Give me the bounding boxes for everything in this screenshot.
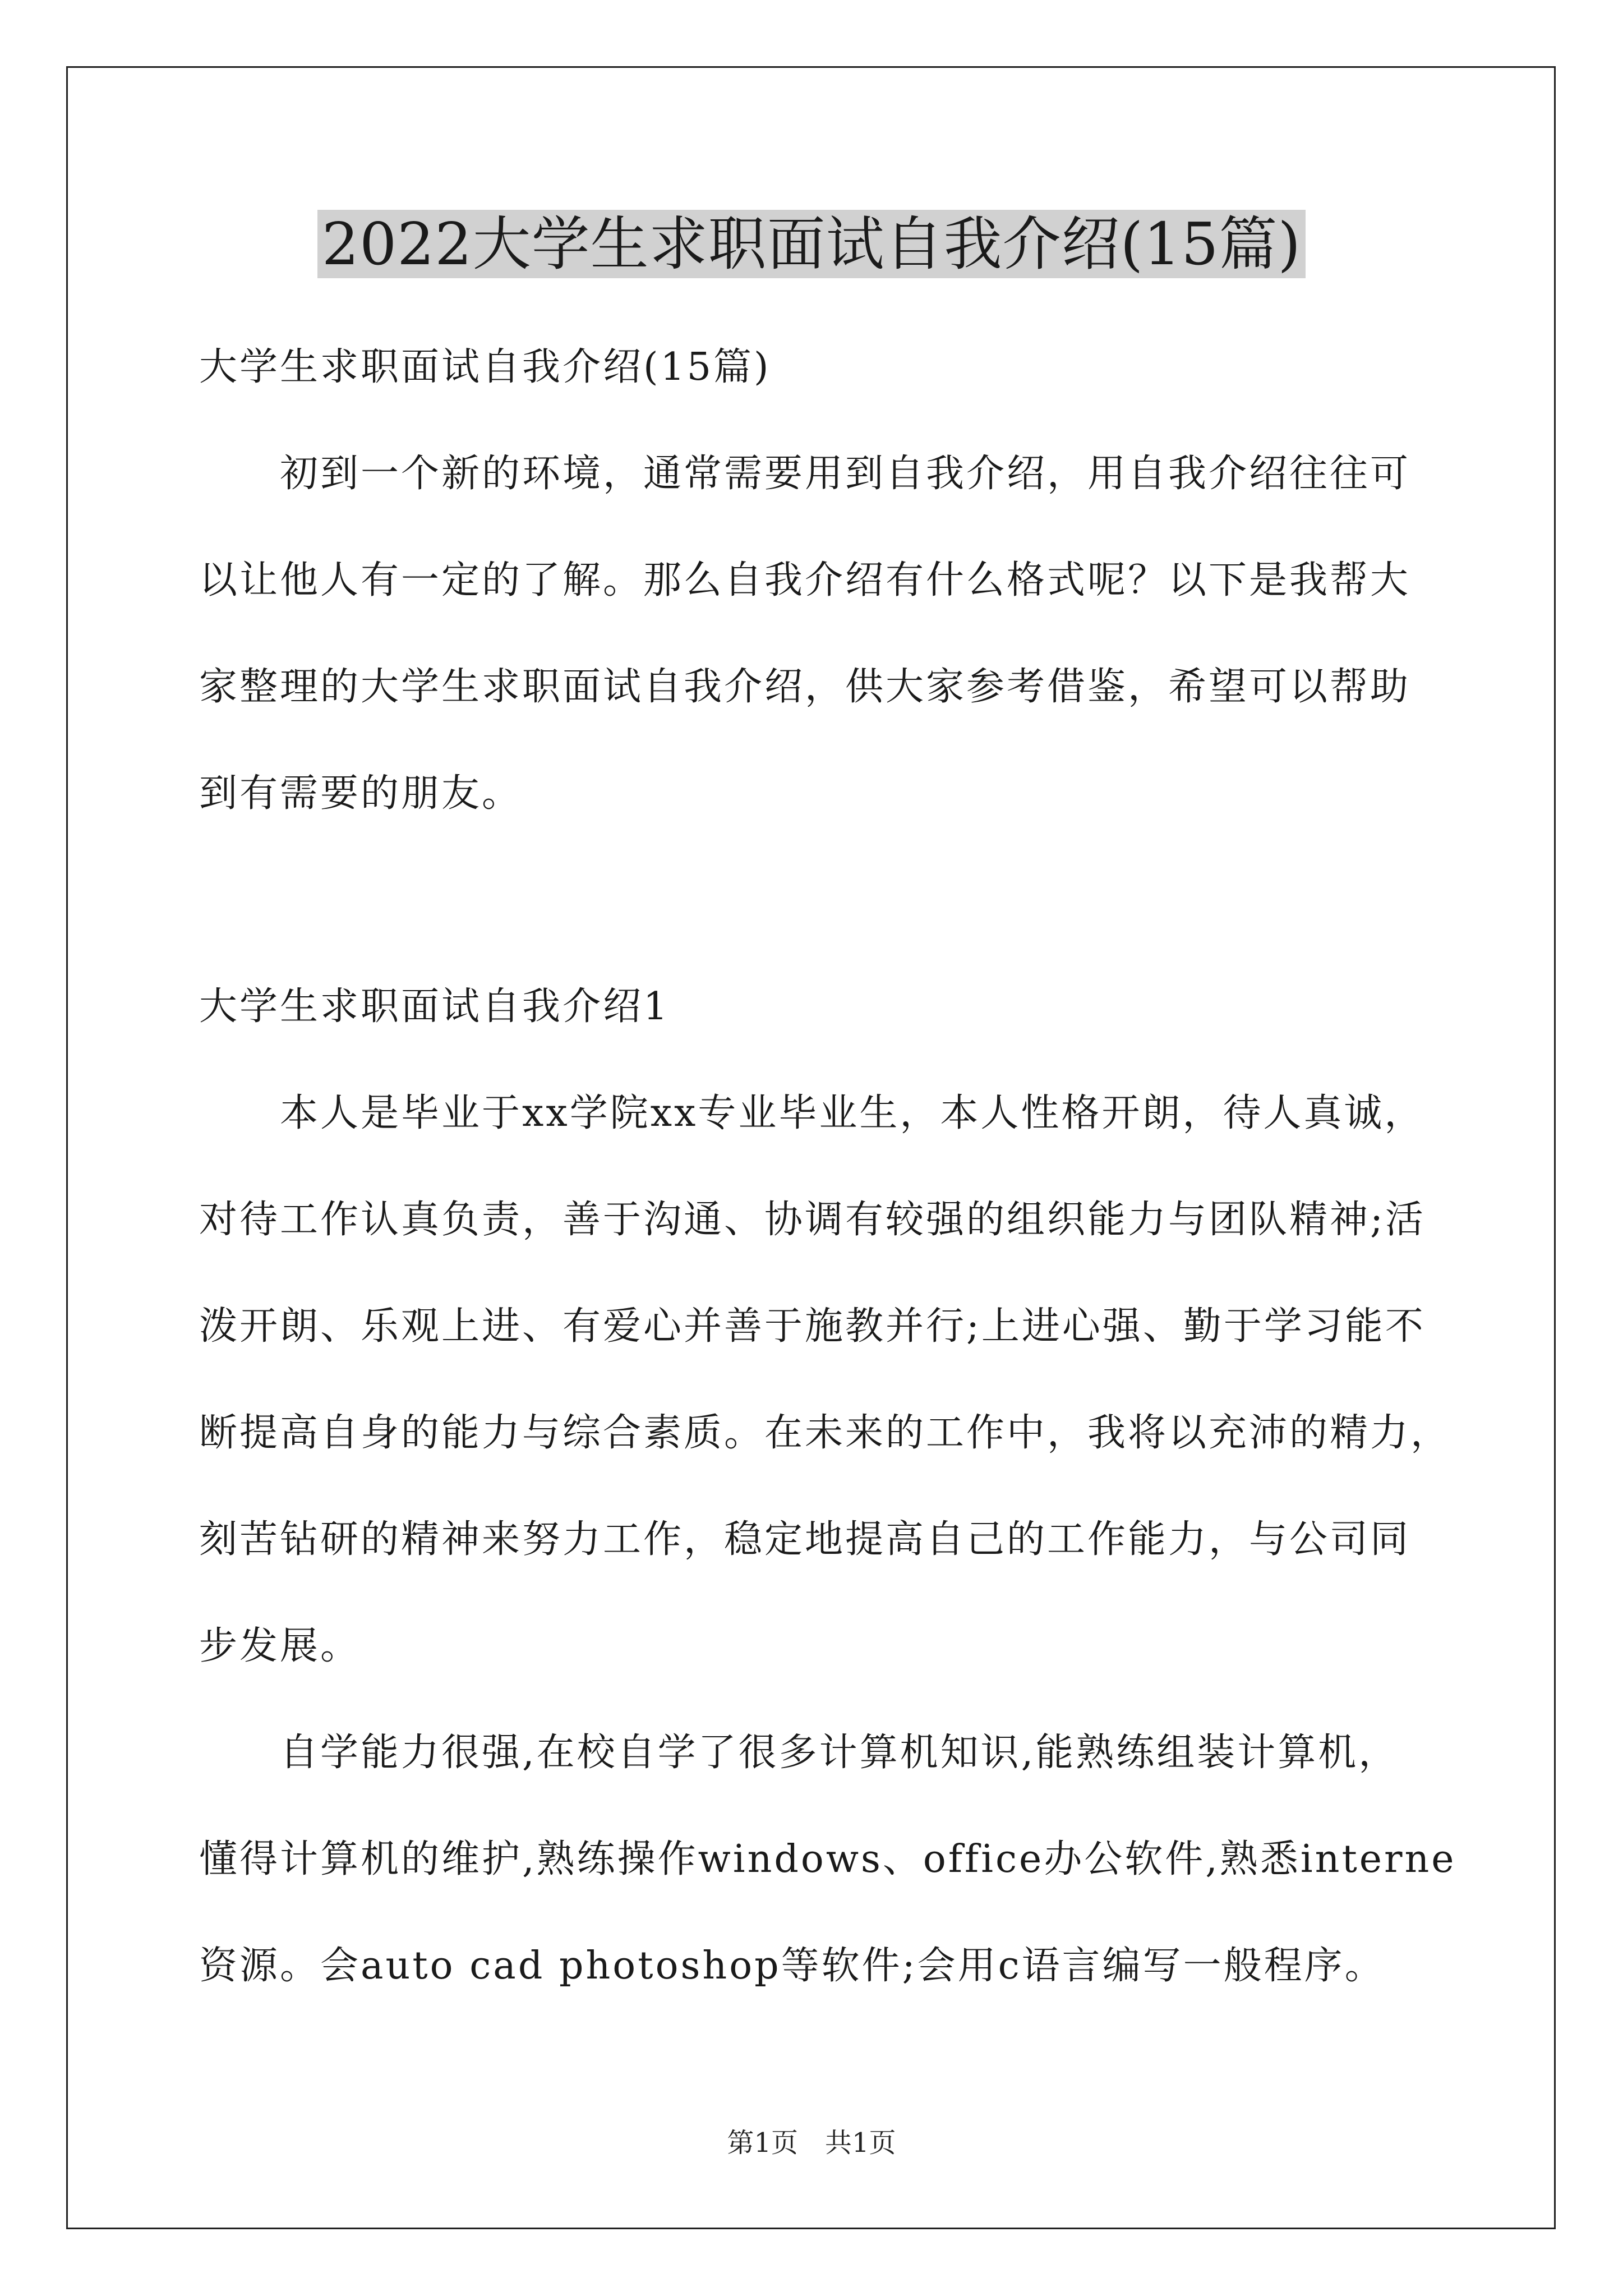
body-line: 初到一个新的环境，通常需要用到自我介绍，用自我介绍往往可 (199, 452, 1411, 496)
body-line: 对待工作认真负责，善于沟通、协调有较强的组织能力与团队精神;活 (199, 1198, 1426, 1242)
page-number-total: 共1页 (825, 2127, 896, 2159)
body-line: 以让他人有一定的了解。那么自我介绍有什么格式呢？以下是我帮大 (199, 558, 1411, 602)
page-footer (0, 2126, 1623, 2160)
body-line: 泼开朗、乐观上进、有爱心并善于施教并行;上进心强、勤于学习能不 (199, 1304, 1426, 1349)
body-line: 自学能力很强,在校自学了很多计算机知识,能熟练组装计算机， (199, 1731, 1399, 1775)
body-line: 步发展。 (199, 1624, 361, 1668)
document-title-text: 2022大学生求职面试自我介绍(15篇) (317, 210, 1306, 278)
body-line: 大学生求职面试自我介绍(15篇) (199, 345, 771, 389)
body-blank-line (199, 847, 1433, 954)
body-line: 本人是毕业于xx学院xx专业毕业生，本人性格开朗，待人真诚， (199, 1091, 1425, 1135)
body-line: 刻苦钻研的精神来努力工作，稳定地提高自己的工作能力，与公司同 (199, 1517, 1411, 1562)
page-number-current: 第1页 (727, 2127, 798, 2159)
body-line: 到有需要的朋友。 (199, 771, 523, 816)
body-line: 资源。会auto cad photoshop等软件;会用c语言编写一般程序。 (199, 1944, 1385, 1988)
document-body (199, 314, 1456, 2019)
body-line: 懂得计算机的维护,熟练操作windows、office办公软件,熟悉interne (199, 1837, 1456, 1881)
section-heading: 大学生求职面试自我介绍1 (199, 984, 670, 1029)
document-title (0, 202, 1623, 286)
body-line: 断提高自身的能力与综合素质。在未来的工作中，我将以充沛的精力， (199, 1411, 1451, 1455)
body-line: 家整理的大学生求职面试自我介绍，供大家参考借鉴，希望可以帮助 (199, 665, 1411, 709)
